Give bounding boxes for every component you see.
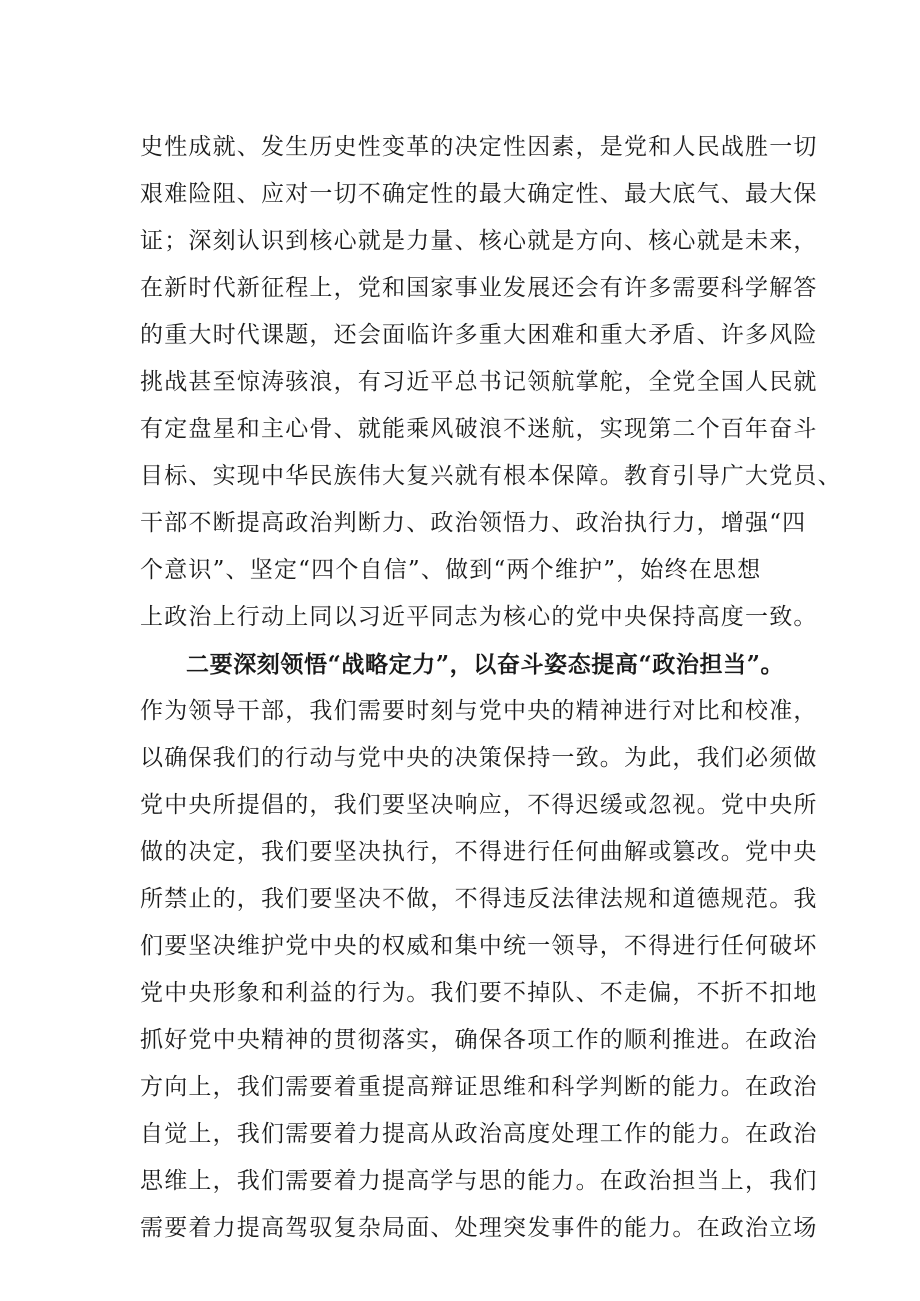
paragraph-line: 艰难险阻、应对一切不确定性的最大确定性、最大底气、最大保: [140, 181, 818, 207]
paragraph-line: 们要坚决维护党中央的权威和集中统一领导，不得进行任何破坏: [140, 933, 818, 959]
paragraph-line: 证；深刻认识到核心就是力量、核心就是方向、核心就是未来，: [140, 228, 818, 254]
paragraph-line: 以确保我们的行动与党中央的决策保持一致。为此，我们必须做: [140, 745, 818, 771]
paragraph-line: 做的决定，我们要坚决执行，不得进行任何曲解或篡改。党中央: [140, 839, 818, 865]
paragraph-line: 党中央所提倡的，我们要坚决响应，不得迟缓或忽视。党中央所: [140, 792, 818, 818]
paragraph-line: 方向上，我们需要着重提高辩证思维和科学判断的能力。在政治: [140, 1074, 818, 1100]
paragraph-line: 有定盘星和主心骨、就能乘风破浪不迷航，实现第二个百年奋斗: [140, 416, 818, 442]
paragraph-line: 目标、实现中华民族伟大复兴就有根本保障。教育引导广大党员、: [140, 463, 842, 489]
paragraph-line: 思维上，我们需要着力提高学与思的能力。在政治担当上，我们: [140, 1168, 818, 1194]
section-heading: 二要深刻领悟“战略定力”，以奋斗姿态提高“政治担当”。: [186, 651, 785, 678]
paragraph-line: 史性成就、发生历史性变革的决定性因素，是党和人民战胜一切: [140, 134, 818, 160]
paragraph-line: 需要着力提高驾驭复杂局面、处理突发事件的能力。在政治立场: [140, 1215, 818, 1241]
document-body: [140, 124, 842, 1252]
paragraph-line: 个意识”、坚定“四个自信”、做到“两个维护”，始终在思想: [140, 557, 762, 583]
paragraph-line: 抓好党中央精神的贯彻落实，确保各项工作的顺利推进。在政治: [140, 1027, 818, 1053]
paragraph-line: 自觉上，我们需要着力提高从政治高度处理工作的能力。在政治: [140, 1121, 818, 1147]
paragraph-line: 作为领导干部，我们需要时刻与党中央的精神进行对比和校准，: [140, 698, 818, 724]
paragraph-line: 党中央形象和利益的行为。我们要不掉队、不走偏，不折不扣地: [140, 980, 818, 1006]
paragraph-line: 所禁止的，我们要坚决不做，不得违反法律法规和道德规范。我: [140, 886, 818, 912]
paragraph-line: 在新时代新征程上，党和国家事业发展还会有许多需要科学解答: [140, 275, 818, 301]
paragraph-line: 的重大时代课题，还会面临许多重大困难和重大矛盾、许多风险: [140, 322, 818, 348]
paragraph-line: 干部不断提高政治判断力、政治领悟力、政治执行力，增强“四: [140, 510, 807, 536]
paragraph-line: 挑战甚至惊涛骇浪，有习近平总书记领航掌舵，全党全国人民就: [140, 369, 818, 395]
paragraph-line: 上政治上行动上同以习近平同志为核心的党中央保持高度一致。: [140, 604, 818, 630]
